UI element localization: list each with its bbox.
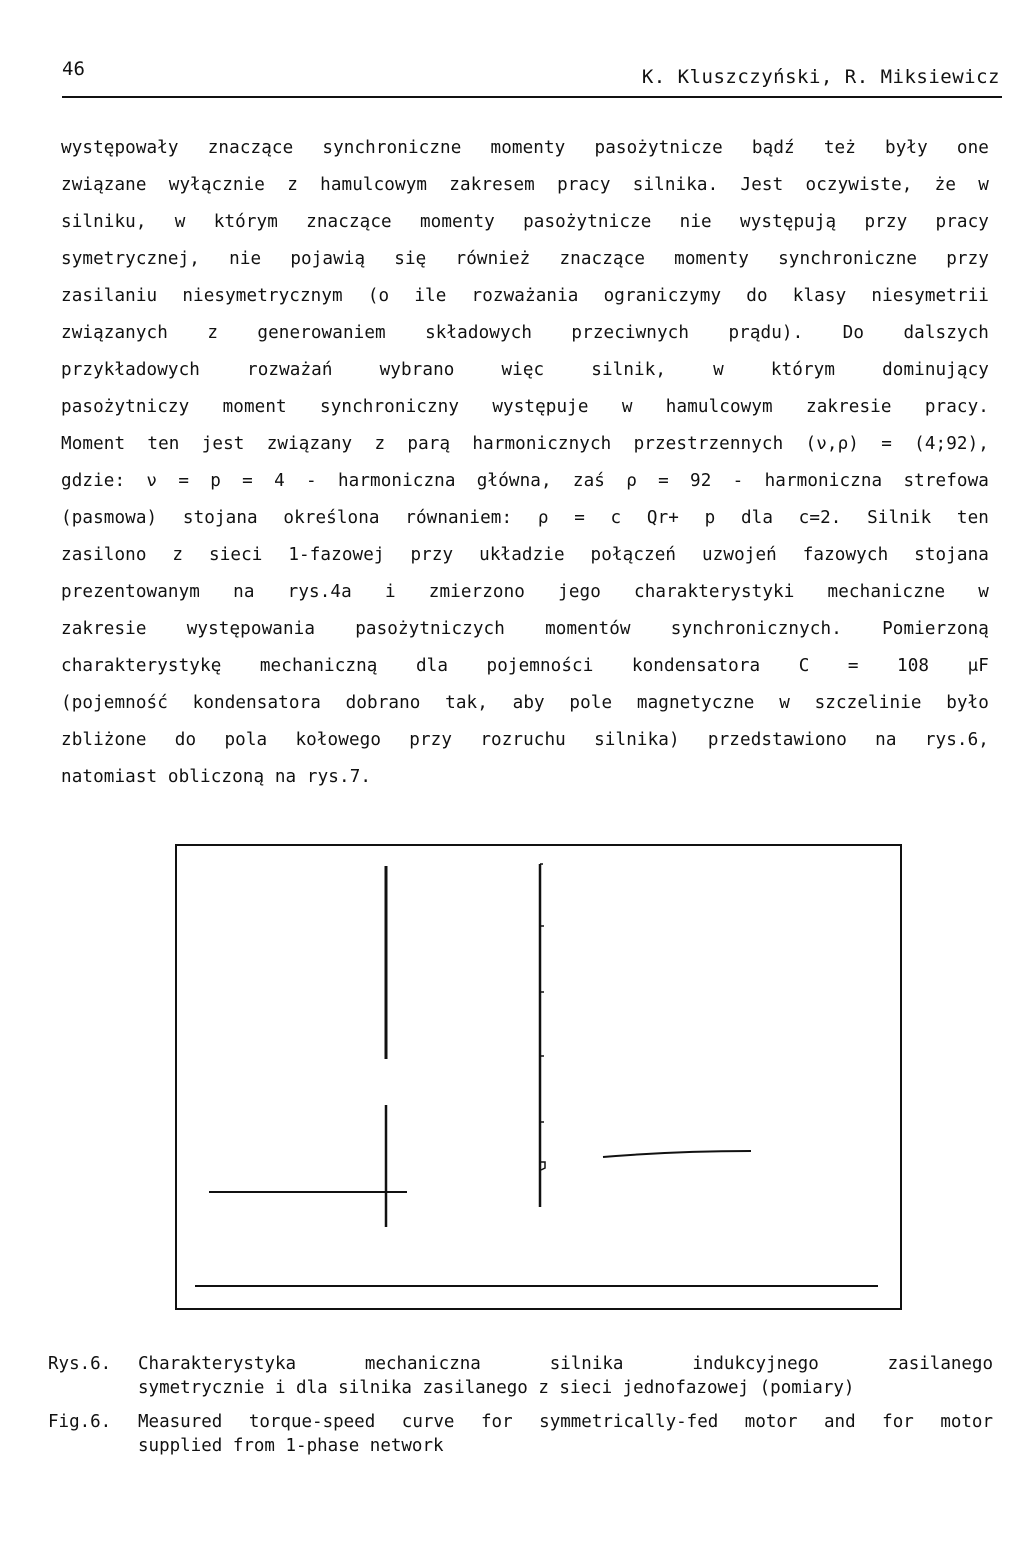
figure-6 [175,844,902,1310]
caption-line: Measured torque-speed curve for symmetrically-fed motor and for motor [138,1412,993,1432]
text-line: prezentowanym na rys.4a i zmierzono jego charakterystyki mechaniczne w [61,582,989,602]
text-line: zasilono z sieci 1-fazowej przy układzie połączeń uzwojeń fazowych stojana [61,545,989,565]
text-line: (pasmowa) stojana określona równaniem: ρ = c Qr+ p dla c=2. Silnik ten [61,508,989,528]
text-line: związane wyłącznie z hamulcowym zakresem pracy silnika. Jest oczywiste, że w [61,175,989,195]
text-line: pasożytniczy moment synchroniczny występuje w hamulcowym zakresie pracy. [61,397,989,417]
text-line: zbliżone do pola kołowego przy rozruchu silnika) przedstawiono na rys.6, [61,730,989,750]
text-line: przykładowych rozważań wybrano więc silnik, w którym dominujący [61,360,989,380]
page-number: 46 [62,58,85,80]
body-text [61,130,989,796]
caption-text [138,1352,993,1400]
running-head: K. Kluszczyński, R. Miksiewicz [641,66,1000,88]
page-header [62,58,1002,98]
text-line: związanych z generowaniem składowych przeciwnych prądu). Do dalszych [61,323,989,343]
curve-segment-right [603,1151,751,1157]
caption-line: symetrycznie i dla silnika zasilanego z sieci jednofazowej (pomiary) [138,1378,855,1398]
caption-line: supplied from 1-phase network [138,1436,444,1456]
curve-segment-jump [541,1162,545,1170]
text-line: występowały znaczące synchroniczne momenty pasożytnicze bądź też były one [61,138,989,158]
caption-line: Charakterystyka mechaniczna silnika indukcyjnego zasilanego [138,1354,993,1374]
text-line: symetrycznej, nie pojawią się również znaczące momenty synchroniczne przy [61,249,989,269]
figure-frame [176,845,901,1309]
text-line: Moment ten jest związany z parą harmonicznych przestrzennych (ν,ρ) = (4;92), [61,434,989,454]
text-line: (pojemność kondensatora dobrano tak, aby pole magnetyczne w szczelinie było [61,693,989,713]
figure-plot [175,844,902,1310]
caption-text [138,1410,993,1458]
caption-label: Rys.6. [48,1354,112,1374]
text-line: charakterystykę mechaniczną dla pojemności kondensatora C = 108 μF [61,656,989,676]
text-line: zasilaniu niesymetrycznym (o ile rozważania ograniczymy do klasy niesymetrii [61,286,989,306]
header-rule [62,96,1002,98]
text-line: silniku, w którym znaczące momenty pasożytnicze nie występują przy pracy [61,212,989,232]
text-line: natomiast obliczoną na rys.7. [61,767,372,787]
text-line: gdzie: ν = p = 4 - harmoniczna główna, zaś ρ = 92 - harmoniczna strefowa [61,471,989,491]
caption-label: Fig.6. [48,1412,112,1432]
text-line: zakresie występowania pasożytniczych momentów synchronicznych. Pomierzoną [61,619,989,639]
